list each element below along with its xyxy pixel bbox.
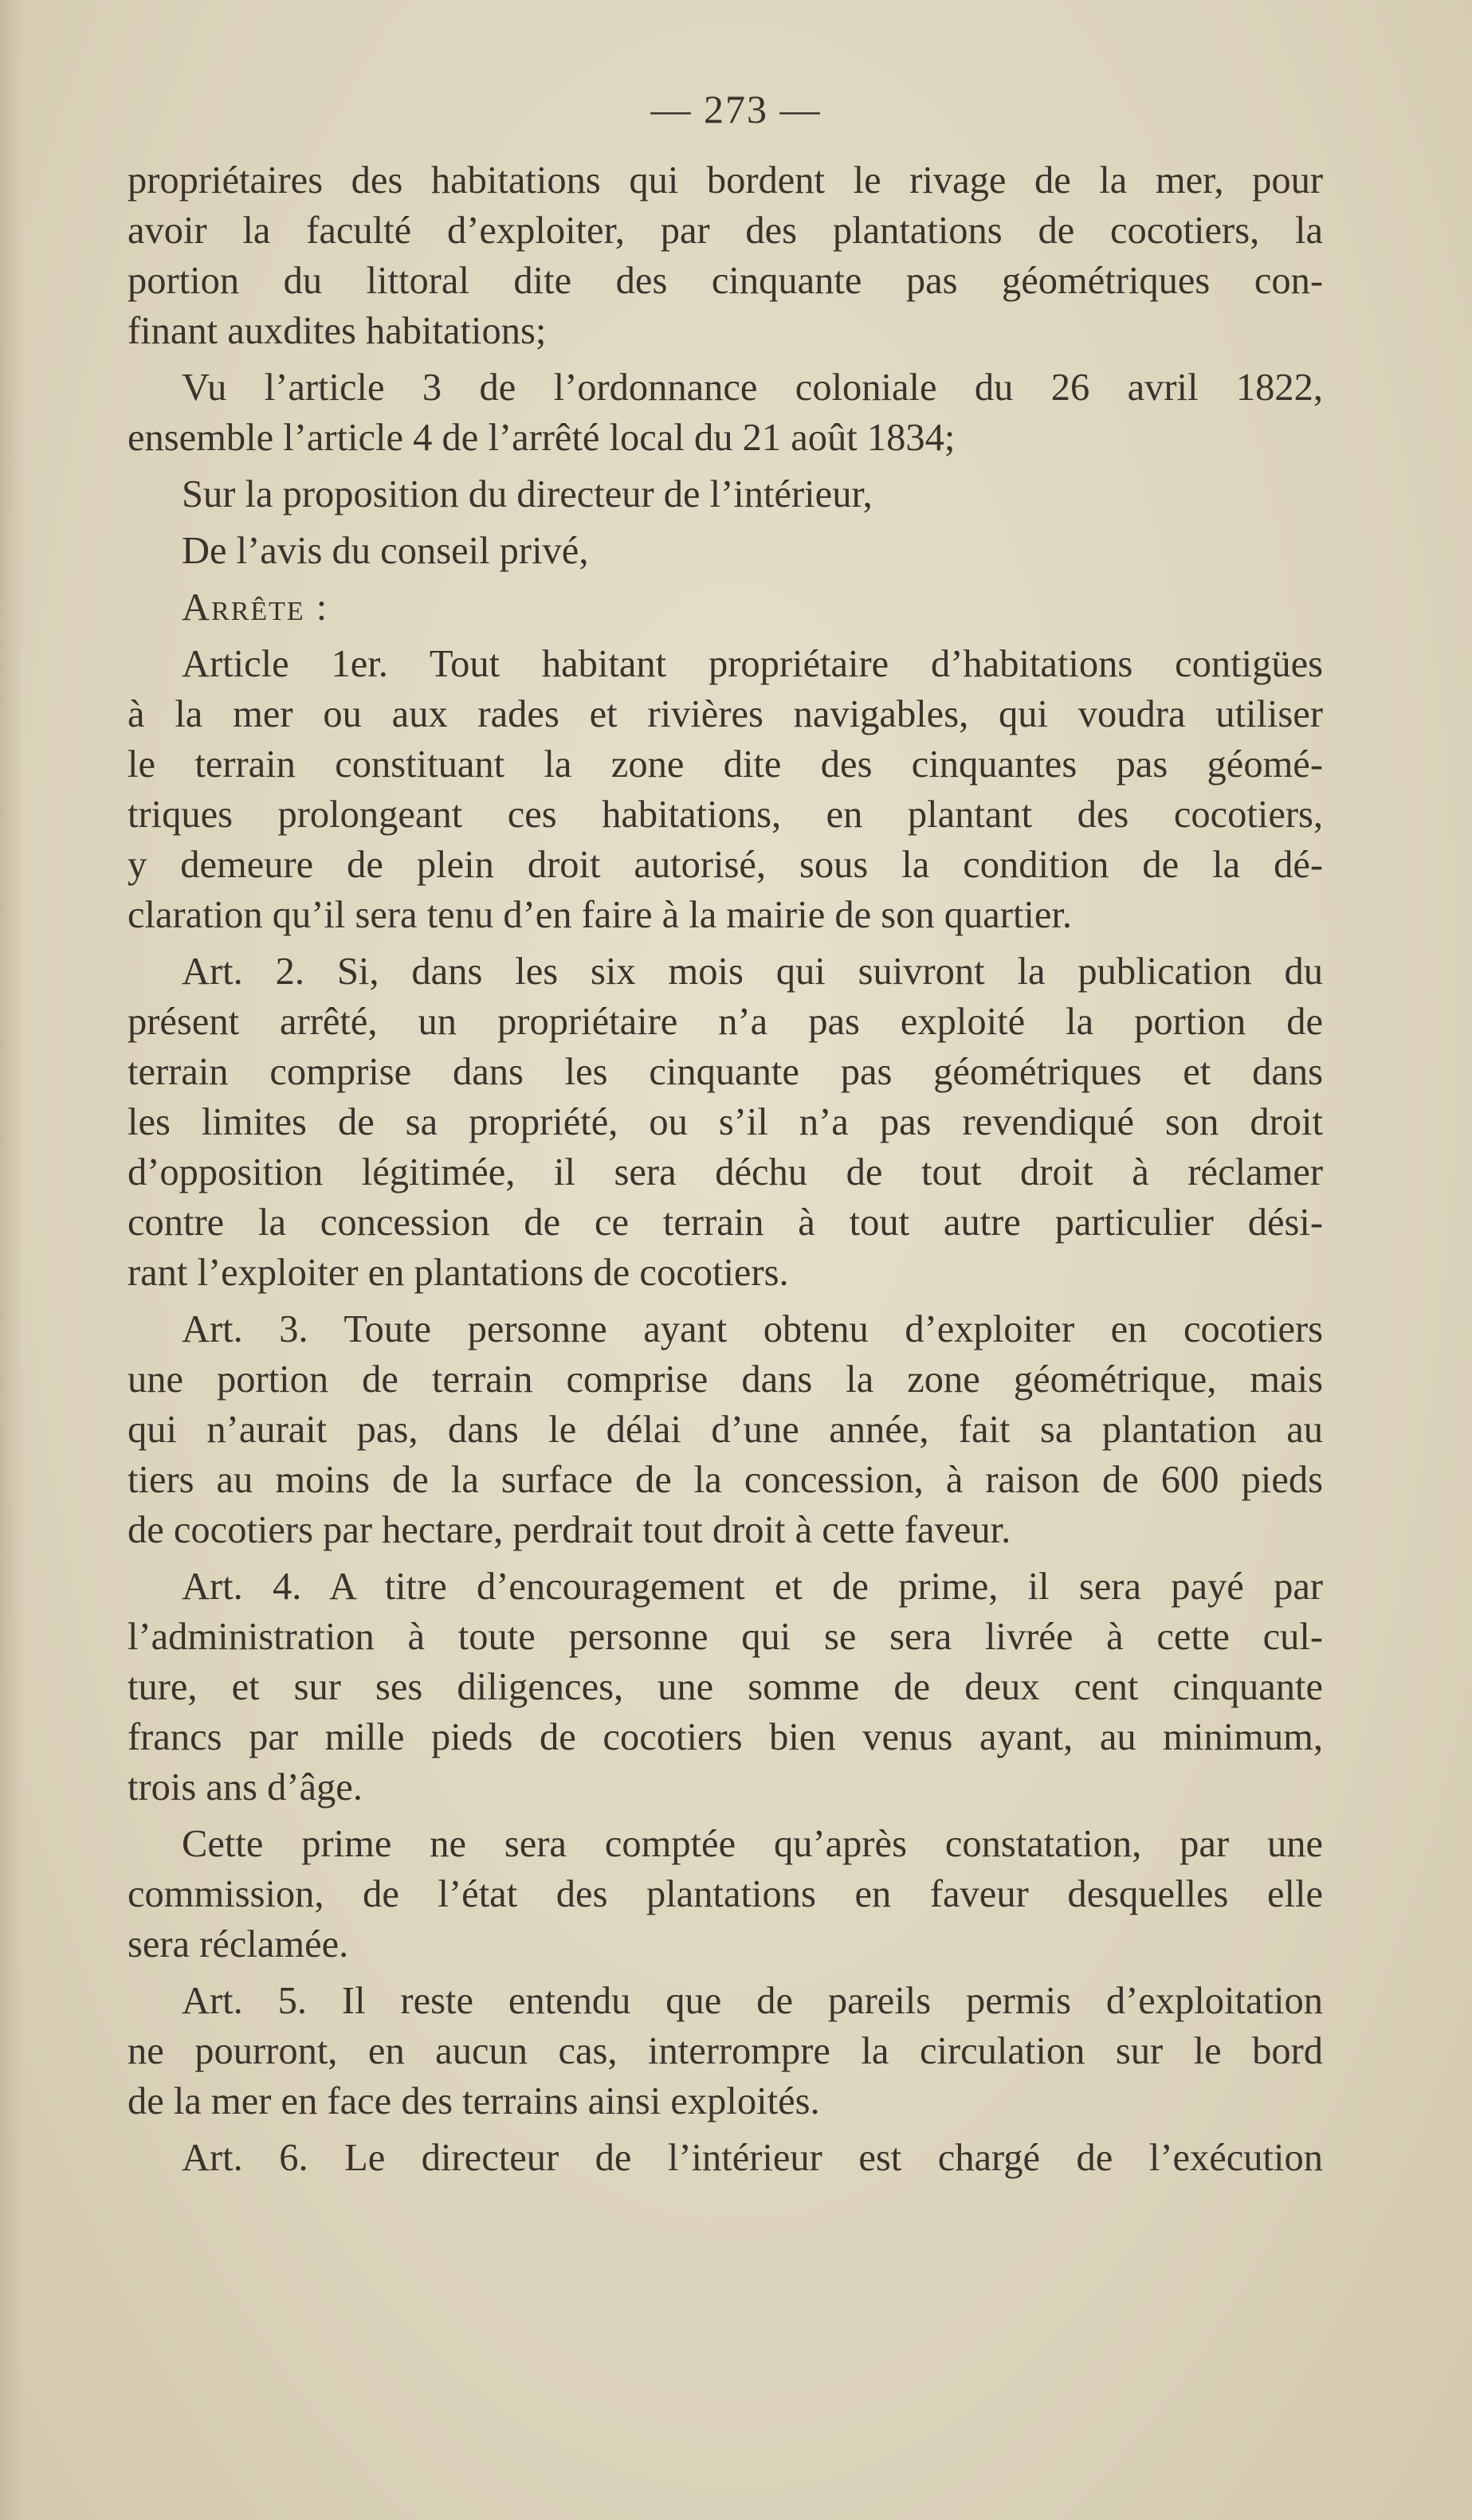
paragraph [128, 469, 1323, 519]
text-line: Art. 3. Toute personne ayant obtenu d’exploiter en cocotiers [182, 1308, 1323, 1350]
text-line: sera réclamée. [128, 1923, 349, 1965]
text-line: d’opposition légitimée, il sera déchu de tout droit à réclamer [128, 1151, 1323, 1193]
text-line: une portion de terrain comprise dans la zone géométrique, mais [128, 1358, 1323, 1401]
page-number: — 273 — [650, 87, 822, 131]
text-line: ensemble l’article 4 de l’arrêté local du 21 août 1834; [128, 417, 956, 459]
text-line: commission, de l’état des plantations en faveur desquelles elle [128, 1873, 1323, 1915]
text-line: terrain comprise dans les cinquante pas géométriques et dans [128, 1051, 1323, 1093]
text-line: Art. 6. Le directeur de l’intérieur est chargé de l’exécution [182, 2137, 1323, 2179]
text-line: triques prolongeant ces habitations, en plantant des cocotiers, [128, 794, 1323, 836]
text-line: ne pourront, en aucun cas, interrompre la circulation sur le bord [128, 2030, 1323, 2072]
text-line: Vu l’article 3 de l’ordonnance coloniale du 26 avril 1822, [182, 366, 1323, 409]
text-line: ture, et sur ses diligences, une somme de deux cent cinquante [128, 1666, 1323, 1708]
text-line: Sur la proposition du directeur de l’intérieur, [182, 473, 873, 515]
paragraph [128, 526, 1323, 576]
text-line: à la mer ou aux rades et rivières navigables, qui voudra utiliser [128, 693, 1323, 735]
text-line: finant auxdites habitations; [128, 310, 547, 352]
text-line: claration qu’il sera tenu d’en faire à la mairie de son quartier. [128, 894, 1073, 936]
article-4 [128, 1562, 1323, 1813]
paragraph [128, 1819, 1323, 1969]
text-line: Article 1er. Tout habitant propriétaire d’habitations contigües [182, 643, 1323, 685]
text-line: trois ans d’âge. [128, 1766, 363, 1809]
text-line: rant l’exploiter en plantations de cocotiers. [128, 1252, 789, 1294]
text-line: de cocotiers par hectare, perdrait tout droit à cette faveur. [128, 1509, 1011, 1551]
text-line: tiers au moins de la surface de la concession, à raison de 600 pieds [128, 1459, 1323, 1501]
article-2 [128, 946, 1323, 1298]
text-line: les limites de sa propriété, ou s’il n’a pas revendiqué son droit [128, 1101, 1323, 1143]
text-line: Cette prime ne sera comptée qu’après constatation, par une [182, 1823, 1323, 1865]
paragraph [128, 155, 1323, 356]
body-text [128, 155, 1323, 2183]
article-1 [128, 639, 1323, 940]
text-line: l’administration à toute personne qui se sera livrée à cette cul- [128, 1616, 1323, 1658]
binding-shadow [0, 0, 24, 2520]
text-line: y demeure de plein droit autorisé, sous la condition de la dé- [128, 844, 1323, 886]
text-line: qui n’aurait pas, dans le délai d’une année, fait sa plantation au [128, 1409, 1323, 1451]
arrete-heading [128, 582, 1323, 633]
article-5 [128, 1976, 1323, 2126]
text-line: Arrête : [182, 586, 329, 629]
text-line: De l’avis du conseil privé, [182, 530, 589, 572]
article-3 [128, 1304, 1323, 1555]
text-line: le terrain constituant la zone dite des cinquantes pas géomé- [128, 743, 1323, 786]
text-line: Art. 4. A titre d’encouragement et de prime, il sera payé par [182, 1566, 1323, 1608]
text-line: avoir la faculté d’exploiter, par des plantations de cocotiers, la [128, 210, 1323, 252]
text-line: contre la concession de ce terrain à tout autre particulier dési- [128, 1201, 1323, 1244]
text-line: propriétaires des habitations qui bordent le rivage de la mer, pour [128, 159, 1323, 202]
article-6 [128, 2133, 1323, 2183]
paragraph [128, 363, 1323, 463]
text-line: Art. 2. Si, dans les six mois qui suivront la publication du [182, 950, 1323, 993]
text-line: Art. 5. Il reste entendu que de pareils permis d’exploitation [182, 1980, 1323, 2022]
text-line: francs par mille pieds de cocotiers bien venus ayant, au minimum, [128, 1716, 1323, 1758]
text-line: de la mer en face des terrains ainsi exploités. [128, 2080, 820, 2122]
text-line: présent arrêté, un propriétaire n’a pas exploité la portion de [128, 1001, 1323, 1043]
text-line: portion du littoral dite des cinquante pas géométriques con- [128, 260, 1323, 302]
